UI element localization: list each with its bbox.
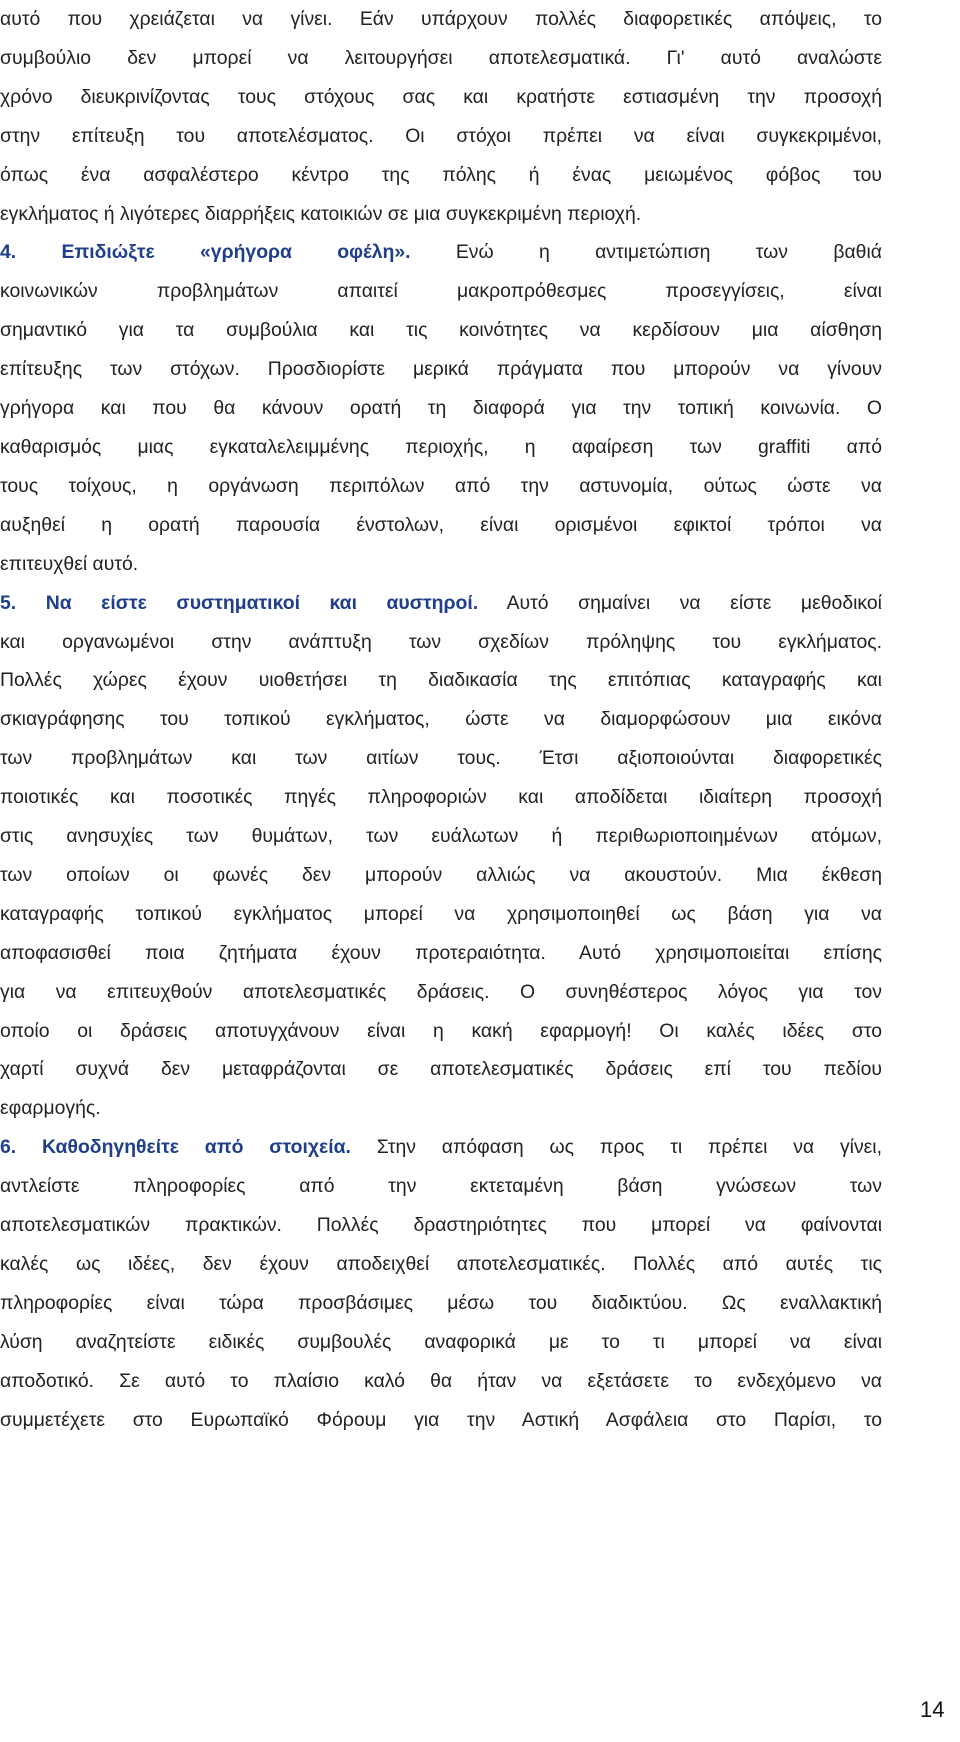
text-line-rest: Ενώ η αντιμετώπιση των βαθιά — [455, 241, 882, 264]
text-line: επιτευχθεί αυτό. — [0, 552, 139, 575]
text-line: γρήγορα και που θα κάνουν ορατή τη διαφορά για την τοπική κοινωνία. Ο — [0, 397, 882, 420]
text-line: στις ανησυχίες των θυμάτων, των ευάλωτων ή περιθωριοποιημένων ατόμων, — [0, 825, 882, 848]
text-line: καθαρισμός μιας εγκαταλελειμμένης περιοχής, η αφαίρεση των graffiti από — [0, 435, 882, 458]
text-line: ποιοτικές και ποσοτικές πηγές πληροφοριών και αποδίδεται ιδιαίτερη προσοχή — [0, 786, 882, 809]
text-line: πληροφορίες είναι τώρα προσβάσιμες μέσω του διαδικτύου. Ως εναλλακτική — [0, 1291, 882, 1314]
text-line-rest: Στην απόφαση ως προς τι πρέπει να γίνει, — [376, 1136, 883, 1159]
text-line: κοινωνικών προβλημάτων απαιτεί μακροπρόθεσμες προσεγγίσεις, είναι — [0, 280, 882, 303]
text-line: αντλείστε πληροφορίες από την εκτεταμένη βάση γνώσεων των — [0, 1175, 882, 1198]
text-line: εγκλήματος ή λιγότερες διαρρήξεις κατοικιών σε μια συγκεκριμένη περιοχή. — [0, 202, 642, 225]
text-line: για να επιτευχθούν αποτελεσματικές δράσεις. Ο συνηθέστερος λόγος για τον — [0, 980, 882, 1003]
text-line: στην επίτευξη του αποτελέσματος. Οι στόχοι πρέπει να είναι συγκεκριμένοι, — [0, 124, 882, 147]
text-line: συμμετέχετε στο Ευρωπαϊκό Φόρουμ για την Αστική Ασφάλεια στο Παρίσι, το — [0, 1408, 882, 1431]
text-line: καλές ως ιδέες, δεν έχουν αποδειχθεί αποτελεσματικές. Πολλές από αυτές τις — [0, 1253, 882, 1275]
text-line: αυτό που χρειάζεται να γίνει. Εάν υπάρχουν πολλές διαφορετικές απόψεις, το — [0, 8, 882, 30]
text-line: χρόνο διευκρινίζοντας τους στόχους σας και κρατήστε εστιασμένη την προσοχή — [0, 85, 882, 108]
text-line: τους τοίχους, η οργάνωση περιπόλων από την αστυνομία, ούτως ώστε να — [0, 474, 882, 497]
text-line: λύση αναζητείστε ειδικές συμβουλές αναφορικά με το τι μπορεί να είναι — [0, 1330, 882, 1353]
text-line: οποίο οι δράσεις αποτυγχάνουν είναι η κακή εφαρμογή! Οι καλές ιδέες στο — [0, 1019, 882, 1042]
text-line: Πολλές χώρες έχουν υιοθετήσει τη διαδικασία της επιτόπιας καταγραφής και — [0, 669, 882, 692]
text-line: αποτελεσματικών πρακτικών. Πολλές δραστηριότητες που μπορεί να φαίνονται — [0, 1214, 882, 1237]
text-line: των προβλημάτων και των αιτίων τους. Έτσι αξιοποιούνται διαφορετικές — [0, 747, 882, 770]
text-line: όπως ένα ασφαλέστερο κέντρο της πόλης ή ένας μειωμένος φόβος του — [0, 163, 882, 186]
text-line: αυξηθεί η ορατή παρουσία ένστολων, είναι ορισμένοι εφικτοί τρόποι να — [0, 513, 882, 536]
section-heading-4: 4. Επιδιώξτε «γρήγορα οφέλη». — [0, 241, 411, 264]
section-heading-6: 6. Καθοδηγηθείτε από στοιχεία. — [0, 1136, 351, 1159]
page-number: 14 — [920, 1697, 945, 1722]
text-line: και οργανωμένοι στην ανάπτυξη των σχεδίων πρόληψης του εγκλήματος. — [0, 630, 882, 653]
text-line-rest: Αυτό σημαίνει να είστε μεθοδικοί — [506, 591, 882, 614]
text-line: σημαντικό για τα συμβούλια και τις κοινότητες να κερδίσουν μια αίσθηση — [0, 319, 882, 342]
text-line: καταγραφής τοπικού εγκλήματος μπορεί να χρησιμοποιηθεί ως βάση για να — [0, 902, 882, 925]
text-line — [0, 233, 882, 272]
text-line: χαρτί συχνά δεν μεταφράζονται σε αποτελεσματικές δράσεις επί του πεδίου — [0, 1058, 882, 1081]
text-line: συμβούλιο δεν μπορεί να λειτουργήσει αποτελεσματικά. Γι' αυτό αναλώστε — [0, 46, 882, 69]
text-line: εφαρμογής. — [0, 1097, 101, 1120]
text-line: αποφασισθεί ποια ζητήματα έχουν προτεραιότητα. Αυτό χρησιμοποιείται επίσης — [0, 941, 882, 964]
text-line: των οποίων οι φωνές δεν μπορούν αλλιώς να ακουστούν. Μια έκθεση — [0, 863, 882, 886]
text-line — [0, 584, 882, 623]
section-heading-5: 5. Να είστε συστηματικοί και αυστηροί. — [0, 591, 479, 614]
text-line: σκιαγράφησης του τοπικού εγκλήματος, ώστε να διαμορφώσουν μια εικόνα — [0, 708, 882, 731]
text-line: αποδοτικό. Σε αυτό το πλαίσιο καλό θα ήταν να εξετάσετε το ενδεχόμενο να — [0, 1369, 882, 1392]
text-line — [0, 1128, 882, 1167]
text-line: επίτευξης των στόχων. Προσδιορίστε μερικά πράγματα που μπορούν να γίνουν — [0, 358, 882, 381]
